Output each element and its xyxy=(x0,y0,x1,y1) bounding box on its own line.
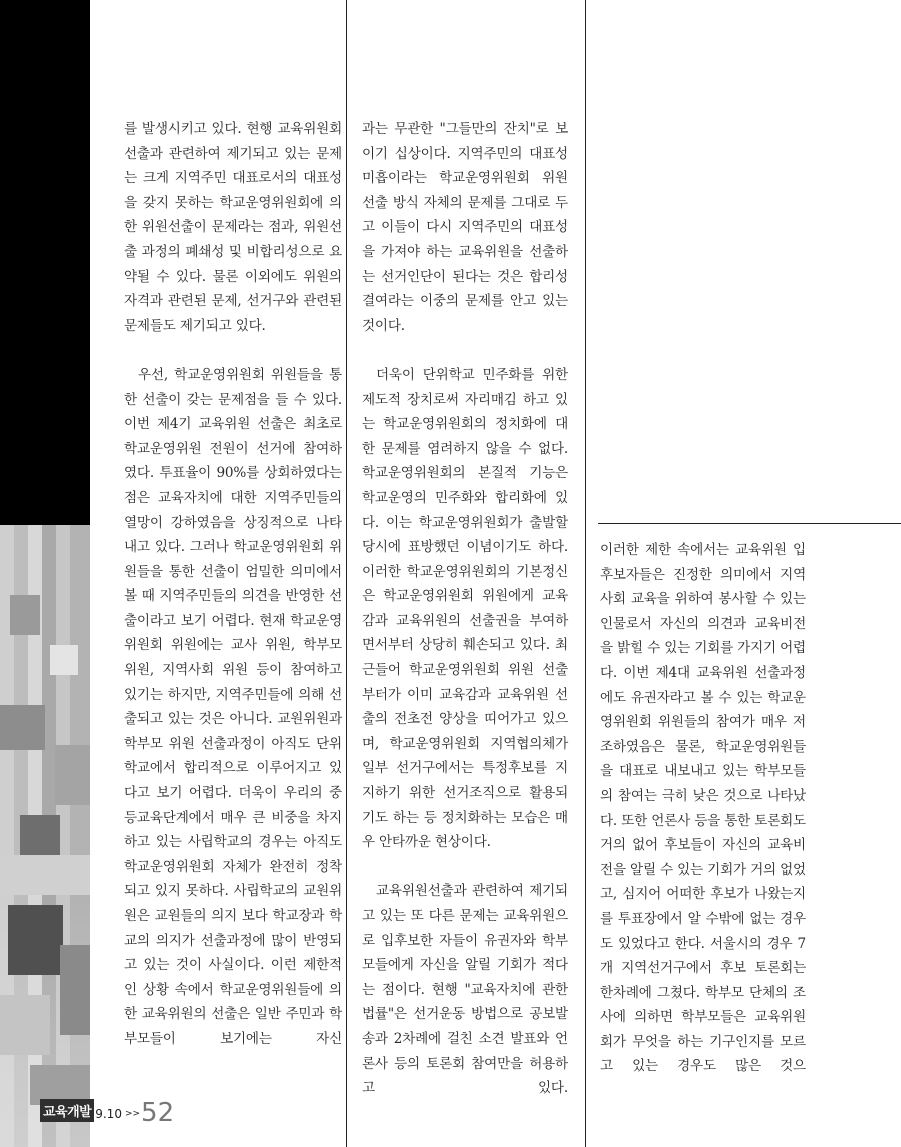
side-photo-classroom xyxy=(0,525,90,1147)
paragraph: 더욱이 단위학교 민주화를 위한 제도적 장치로써 자리매김 하고 있는 학교운영위원회의 정치화에 대한 문제를 염려하지 않을 수 없다. 학교운영위원회의 본질적 기능은 학교운영의 민주화와 합리화에 있다. 이는 학교운영위원회가 출발할 당시에 표방했던 이념이기도 하다. 이러한 학교운영위원회의 기본정신은 학교운영위원회 위원에게 교육감과 교육위원의 선출권을 부여하면서부터 상당히 훼손되고 있다. 최근들어 학교운영위원회 위원 선출부터가 이미 교육감과 교육위원 선출의 전초전 양상을 띠어가고 있으며, 학교운영위원회 지역협의체가 일부 선거구에서는 특정후보를 지지하기 위한 선거조직으로 활용되기도 하는 등 정치화하는 모습은 매우 안타까운 현상이다. xyxy=(362,366,568,851)
paragraph: 를 발생시키고 있다. 현행 교육위원회 선출과 관련하여 제기되고 있는 문제는 크게 지역주민 대표로서의 대표성을 갖지 못하는 학교운영위원회에 의한 위원선출이 문제라는 점과, 위원선출 과정의 폐쇄성 및 비합리성으로 요약될 수 있다. 물론 이외에도 위원의 자격과 관련된 문제, 선거구와 관련된 문제들도 제기되고 있다. xyxy=(124,121,342,334)
column-divider-right xyxy=(585,0,586,1147)
page-footer xyxy=(0,1094,174,1126)
issue-label: 9.10 xyxy=(95,1107,122,1121)
paragraph: 이러한 제한 속에서는 교육위원 입후보자들은 진정한 의미에서 지역사회 교육을 위하여 봉사할 수 있는 인물로서 자신의 의견과 교육비전을 밝힐 수 있는 기회를 가지기 어렵다. 이번 제4대 교육위원 선출과정에도 유권자라고 볼 수 있는 학교운영위원회 위원들의 참여가 매우 저조하였음은 물론, 학교운영위원들을 대표로 내보내고 있는 학부모들의 참여는 극히 낮은 것으로 나타났다. 또한 언론사 등을 통한 토론회도 거의 없어 후보들이 자신의 교육비전을 알릴 수 있는 기회가 거의 없었고, 심지어 어떠한 후보가 나왔는지를 투표장에서 알 수밖에 없는 경우도 있었다고 한다. 서울시의 경우 7개 지역선거구에서 후보 토론회는 한차례에 그쳤다. 학부모 단체의 조사에 의하면 학부모들은 교육위원회가 무엇을 하는 기구인지를 모르고 있는 경우도 많은 것으 xyxy=(600,542,806,1075)
text-column-2 xyxy=(362,117,568,1101)
side-black-band xyxy=(0,0,90,525)
page-number: 52 xyxy=(141,1098,175,1128)
arrow-separator: >> xyxy=(124,1109,141,1119)
magazine-name: 교육개발 xyxy=(40,1099,94,1122)
text-column-1 xyxy=(124,117,342,1052)
section-rule-right xyxy=(598,523,901,524)
paragraph: 교육위원선출과 관련하여 제기되고 있는 또 다른 문제는 교육위원으로 입후보한 자들이 유권자와 학부모들에게 자신을 알릴 기회가 적다는 점이다. 현행 "교육자치에 관한 법률"은 선거운동 방법으로 공보발송과 2차례에 걸친 소견 발표와 언론사 등의 토론회 참여만을 허용하고 있다. xyxy=(362,883,568,1097)
paragraph: 과는 무관한 "그들만의 잔치"로 보이기 십상이다. 지역주민의 대표성 미흡이라는 학교운영위원회 위원 선출 방식 자체의 문제를 그대로 두고 이들이 다시 지역주민의 대표성을 가져야 하는 교육위원을 선출하는 선거인단이 된다는 것은 합리성 결여라는 이중의 문제를 안고 있는 것이다. xyxy=(362,121,568,334)
text-column-3 xyxy=(600,538,806,1079)
column-divider-left xyxy=(346,0,347,1147)
paragraph: 우선, 학교운영위원회 위원들을 통한 선출이 갖는 문제점을 들 수 있다. 이번 제4기 교육위원 선출은 최초로 학교운영위원 전원이 선거에 참여하였다. 투표율이 90%를 상회하였다는 점은 교육자치에 대한 지역주민들의 열망이 강하였음을 상징적으로 나타내고 있다. 그러나 학교운영위원회 위원들을 통한 선출이 엄밀한 의미에서 볼 때 지역주민들의 의견을 반영한 선출이라고 보기 어렵다. 현재 학교운영위원회 위원에는 교사 위원, 학부모 위원, 지역사회 위원 등이 참여하고 있기는 하지만, 지역주민들에 의해 선출되고 있는 것은 아니다. 교원위원과 학부모 위원 선출과정이 아직도 단위학교에서 합리적으로 이루어지고 있다고 보기 어렵다. 더욱이 우리의 중등교육단계에서 매우 큰 비중을 차지하고 있는 사립학교의 경우는 아직도 학교운영위원회 자체가 완전히 정착되고 있지 못하다. 사립학교의 교원위원은 교원들의 의지 보다 학교장과 학교의 의지가 선출과정에 많이 반영되고 있는 것이 사실이다. 이런 제한적인 상황 속에서 학교운영위원들에 의한 교육위원의 선출은 일반 주민과 학부모들이 보기에는 자신 xyxy=(124,366,342,1047)
